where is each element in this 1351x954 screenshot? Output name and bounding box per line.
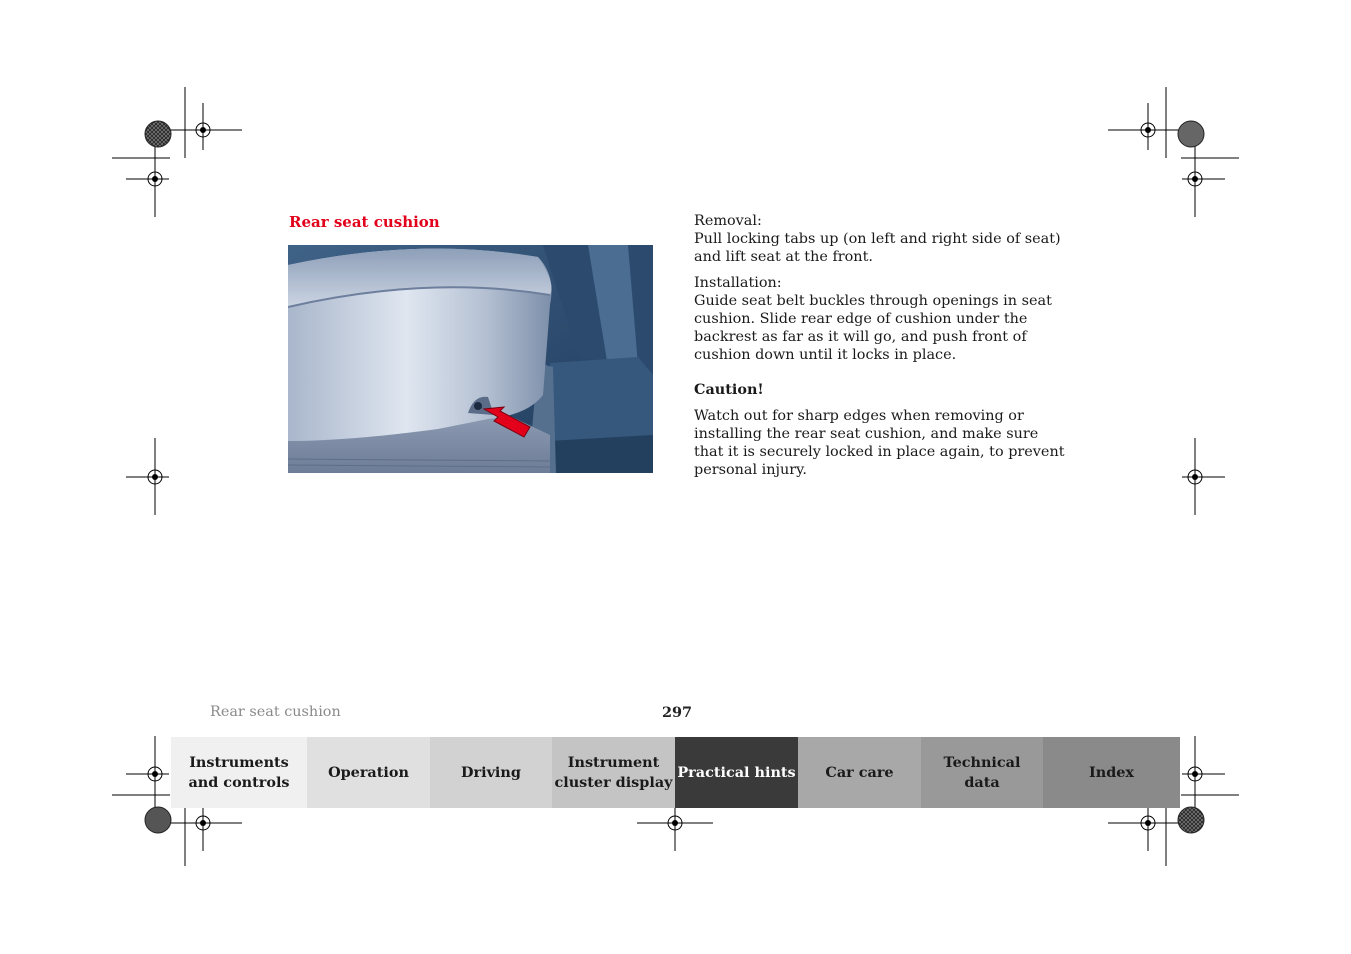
tab-driving[interactable]: Driving — [430, 737, 552, 808]
footer-section-label: Rear seat cushion — [210, 704, 341, 720]
rear-seat-cushion-illustration — [288, 245, 653, 473]
installation-heading: Installation: — [694, 275, 782, 292]
removal-heading: Removal: — [694, 213, 762, 229]
tab-practical-hints[interactable]: Practical hints — [675, 737, 798, 808]
installation-text: Guide seat belt buckles through openings in seat cushion. Slide rear edge of cushion under the backrest as far as it will go, and push front of cushion down until it locks in place. — [694, 293, 1052, 363]
tab-operation[interactable]: Operation — [307, 737, 430, 808]
instructions-column — [694, 213, 1066, 479]
caution-text: Watch out for sharp edges when removing or installing the rear seat cushion, and make sure that it is securely locked in place again, to prevent personal injury. — [694, 408, 1065, 478]
chapter-tabs — [171, 737, 1180, 808]
page-number: 297 — [662, 704, 693, 721]
removal-text: Pull locking tabs up (on left and right side of seat) and lift seat at the front. — [694, 230, 1061, 265]
tab-index[interactable]: Index — [1043, 737, 1180, 808]
caution-heading: Caution! — [694, 381, 764, 399]
section-title: Rear seat cushion — [289, 213, 440, 231]
tab-instruments-and-controls[interactable]: Instruments and controls — [171, 737, 307, 808]
tab-technical-data[interactable]: Technical data — [921, 737, 1043, 808]
tab-car-care[interactable]: Car care — [798, 737, 921, 808]
tab-instrument-cluster-display[interactable]: Instrument cluster display — [552, 737, 675, 808]
